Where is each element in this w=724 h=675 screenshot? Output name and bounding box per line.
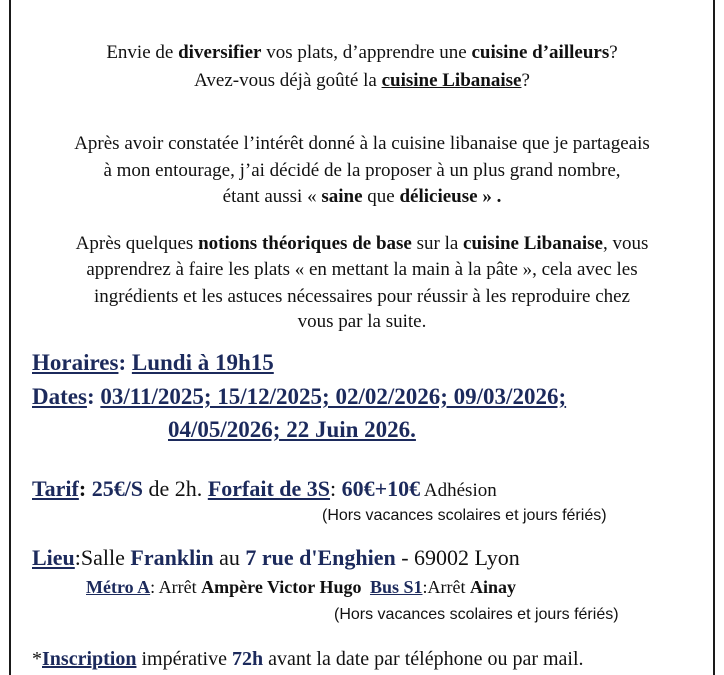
- tarif-line: Tarif: 25€/S de 2h. Forfait de 3S: 60€+10€ Adhésion: [32, 476, 497, 501]
- lieu-note: (Hors vacances scolaires et jours fériés): [334, 606, 619, 623]
- para1-line-1: Après avoir constatée l’intérêt donné à la cuisine libanaise que je partageais: [74, 133, 650, 154]
- right-border-line: [713, 0, 715, 675]
- horaires-line: Horaires: Lundi à 19h15: [32, 350, 274, 375]
- dates-line-1: Dates: 03/11/2025; 15/12/2025; 02/02/2026; 09/03/2026;: [32, 384, 567, 409]
- dates-line-2: 04/05/2026; 22 Juin 2026.: [168, 417, 416, 442]
- inscription-line: *Inscription impérative 72h avant la date par téléphone ou par mail.: [32, 648, 584, 670]
- tarif-note: (Hors vacances scolaires et jours fériés): [322, 507, 607, 524]
- intro-line-1: Envie de diversifier vos plats, d’apprendre une cuisine d’ailleurs?: [106, 42, 618, 63]
- para1-line-3: étant aussi « saine que délicieuse » .: [222, 186, 502, 207]
- intro-line-2: Avez-vous déjà goûté la cuisine Libanaise?: [194, 70, 530, 91]
- para2-line-3: ingrédients et les astuces nécessaires pour réussir à les reproduire chez: [93, 286, 630, 307]
- para2-line-2: apprendrez à faire les plats « en mettant la main à la pâte », cela avec les: [86, 259, 638, 280]
- para1-line-2: à mon entourage, j’ai décidé de la proposer à un plus grand nombre,: [103, 160, 621, 181]
- para2-line-4: vous par la suite.: [297, 311, 427, 332]
- para2-line-1: Après quelques notions théoriques de base sur la cuisine Libanaise, vous: [75, 233, 649, 254]
- lieu-line: Lieu:Salle Franklin au 7 rue d'Enghien - 69002 Lyon: [32, 545, 520, 570]
- left-border-line: [9, 0, 11, 675]
- transport-line: Métro A: Arrêt Ampère Victor Hugo Bus S1:Arrêt Ainay: [86, 577, 517, 597]
